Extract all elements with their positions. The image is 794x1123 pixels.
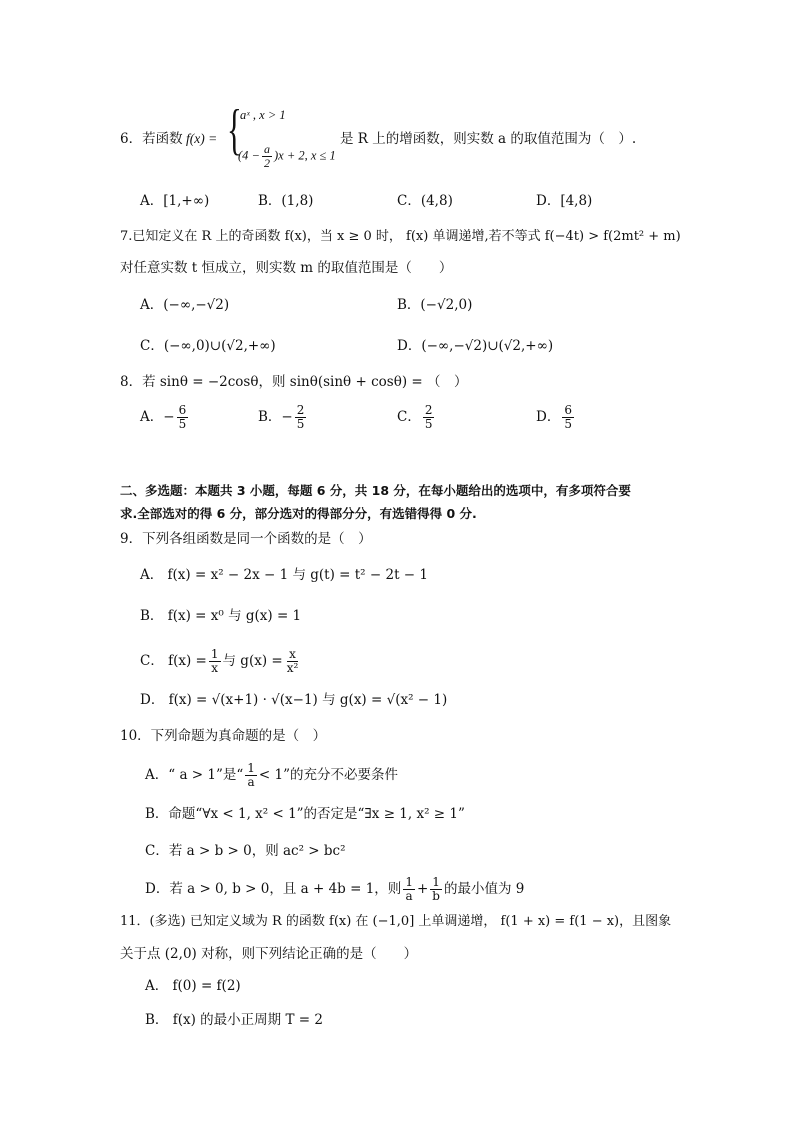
piecewise-brace: { <box>227 99 242 161</box>
q10-option-c: C．若 a > b > 0，则 ac² > bc² <box>145 843 346 859</box>
q6-piece-2: (4 − $\frac{a}{2}$ )x + 2, x ≤ 1 <box>238 142 336 170</box>
q11-option-b: B． f(x) 的最小正周期 T = 2 <box>145 1012 323 1028</box>
q6-stem-suffix: 是 R 上的增函数，则实数 a 的取值范围为（ ）. <box>340 131 637 147</box>
q8-option-d: D． $\frac{6}{5}$ <box>536 403 572 431</box>
q7-option-c: C．(−∞,0)∪(√2,+∞) <box>140 338 276 354</box>
q9-stem: 9．下列各组函数是同一个函数的是（ ） <box>120 531 372 547</box>
q11-line-1: 11．(多选) 已知定义域为 R 的函数 f(x) 在 (−1,0] 上单调递增， f(1 + x) = f(1 − x)，且图象 <box>120 914 672 929</box>
q6-option-d: D．[4,8) <box>536 193 593 209</box>
q10-option-a: A．“ a > 1”是“ $\frac{1}{a}$ < 1”的充分不必要条件 <box>145 761 399 789</box>
q6-option-b: B．(1,8) <box>258 193 314 209</box>
q6-option-a: A．[1,+∞) <box>140 193 210 209</box>
q9-option-c: C． f(x) = $\frac{1}{x}$ 与 g(x) = $\frac{x}{\text{x²}}$ <box>140 647 299 675</box>
section-2-heading-line-2: 求.全部选对的得 6 分，部分选对的得部分分，有选错得得 0 分. <box>120 506 477 521</box>
q10-stem: 10．下列命题为真命题的是（ ） <box>120 728 327 744</box>
q6-piece-1: aˣ , x > 1 <box>240 108 286 122</box>
q7-option-a: A．(−∞,−√2) <box>140 297 230 313</box>
q6-option-c: C．(4,8) <box>397 193 453 209</box>
q8-option-a: A．− $\frac{6}{5}$ <box>140 403 187 431</box>
q6-stem-prefix: 6．若函数 <box>120 131 183 147</box>
q10-option-b: B．命题“∀x < 1, x² < 1”的否定是“∃x ≥ 1, x² ≥ 1” <box>145 806 465 822</box>
q10-option-d: D．若 a > 0, b > 0，且 a + 4b = 1，则 $\frac{1}{a}$ + $\frac{1}{b}$ 的最小值为 9 <box>145 875 525 903</box>
q6-func: f(x) = <box>186 131 218 146</box>
q7-line-2: 对任意实数 t 恒成立，则实数 m 的取值范围是（ ） <box>120 260 453 276</box>
q7-option-d: D．(−∞,−√2)∪(√2,+∞) <box>397 338 554 354</box>
q8-option-c: C． $\frac{2}{5}$ <box>397 403 433 431</box>
section-2-heading-line-1: 二、多选题：本题共 3 小题，每题 6 分，共 18 分，在每小题给出的选项中，有多项符合要 <box>120 483 631 498</box>
q7-line-1: 7.已知定义在 R 上的奇函数 f(x)，当 x ≥ 0 时， f(x) 单调递增,若不等式 f(−4t) > f(2mt² + m) <box>120 229 681 244</box>
q11-option-a: A． f(0) = f(2) <box>145 978 241 994</box>
q11-line-2: 关于点 (2,0) 对称，则下列结论正确的是（ ） <box>120 946 418 962</box>
q8-stem: 8．若 sinθ = −2cosθ，则 sinθ(sinθ + cosθ) = （ ） <box>120 374 468 390</box>
q9-option-a: A． f(x) = x² − 2x − 1 与 g(t) = t² − 2t − 1 <box>140 567 428 583</box>
q9-option-d: D． f(x) = √(x+1) · √(x−1) 与 g(x) = √(x² − 1) <box>140 692 448 708</box>
q9-option-b: B． f(x) = x⁰ 与 g(x) = 1 <box>140 608 302 624</box>
q7-option-b: B．(−√2,0) <box>397 297 473 313</box>
q8-option-b: B．− $\frac{2}{5}$ <box>258 403 305 431</box>
